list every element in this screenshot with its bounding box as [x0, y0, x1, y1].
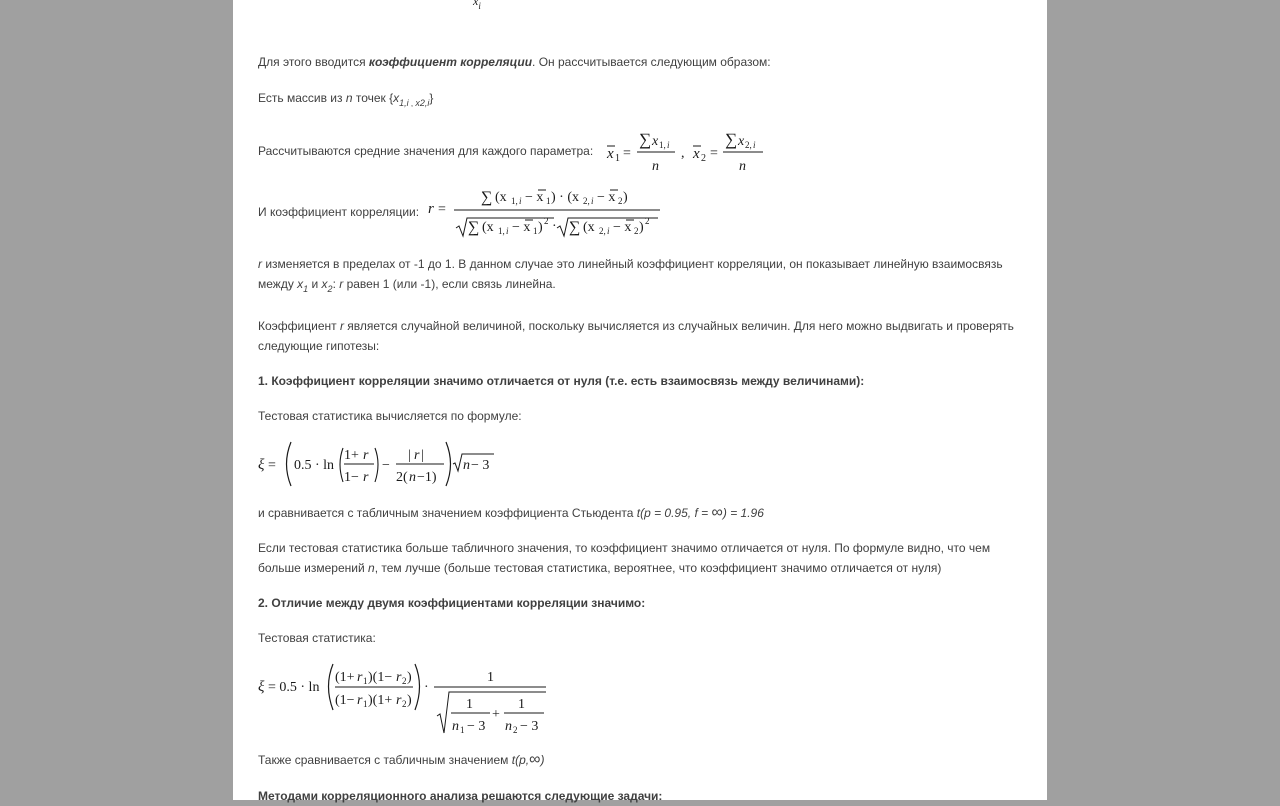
svg-text:1: 1 [615, 153, 620, 164]
svg-text:− 3: − 3 [520, 719, 539, 734]
svg-text:2,: 2, [745, 140, 752, 150]
test-stat-formula-label: Тестовая статистика вычисляется по формуле: [258, 409, 522, 423]
svg-text:x: x [738, 134, 745, 149]
hypothesis-2-formula-svg [258, 660, 558, 738]
compare-2-paragraph: Также сравнивается с табличным значением t(p,∞) [258, 751, 545, 768]
svg-text:=: = [623, 146, 631, 161]
svg-text:): ) [623, 190, 628, 205]
svg-text:− x: − x [613, 220, 632, 235]
svg-text:2: 2 [544, 216, 549, 226]
svg-text:2: 2 [701, 153, 706, 164]
hypothesis-1-title: 1. Коэффициент корреляции значимо отличается от нуля (т.е. есть взаимосвязь между величинами): [258, 374, 865, 388]
svg-text:=: = [438, 202, 446, 217]
svg-text:∑: ∑ [481, 189, 493, 206]
svg-text:r: r [428, 201, 434, 217]
svg-text:1: 1 [460, 725, 465, 735]
svg-text:(x: (x [583, 220, 595, 235]
svg-text:(x: (x [482, 220, 494, 235]
svg-text:2: 2 [618, 196, 623, 206]
svg-text:n: n [463, 458, 470, 473]
svg-text:|: | [421, 448, 424, 463]
correlation-label: И коэффициент корреляции: [258, 205, 420, 219]
svg-text:r: r [357, 693, 363, 708]
svg-text:i: i [607, 226, 610, 236]
svg-text:− x: − x [512, 220, 531, 235]
svg-text:r: r [396, 693, 402, 708]
svg-text:=: = [268, 458, 276, 473]
svg-text:r: r [414, 448, 420, 463]
svg-text:i: i [506, 226, 509, 236]
svg-text:1+: 1+ [344, 448, 359, 463]
means-formula [605, 126, 775, 179]
means-formula-svg [605, 126, 775, 176]
svg-text:,: , [681, 146, 685, 161]
svg-text:1: 1 [533, 226, 538, 236]
svg-text:∑: ∑ [725, 130, 738, 149]
hypothesis-2-formula [258, 660, 558, 741]
svg-text:i: i [591, 196, 594, 206]
svg-text:)(1−: )(1− [368, 670, 393, 685]
svg-text:ξ: ξ [258, 457, 265, 473]
svg-text:1,: 1, [511, 196, 518, 206]
svg-text:)(1+: )(1+ [368, 693, 393, 708]
svg-text:=: = [710, 146, 718, 161]
document-page [233, 0, 1047, 803]
correlation-formula [426, 180, 666, 245]
svg-text:1: 1 [363, 676, 368, 686]
svg-text:(1+: (1+ [335, 670, 355, 685]
svg-text:|: | [408, 448, 411, 463]
svg-text:2,: 2, [583, 196, 590, 206]
hypothesis-1-formula [258, 440, 503, 493]
svg-text:n: n [452, 719, 459, 734]
svg-text:n: n [652, 159, 659, 174]
svg-text:): ) [639, 220, 644, 235]
svg-text:∑: ∑ [468, 219, 480, 236]
hypothesis-2-title: 2. Отличие между двумя коэффициентами корреляции значимо: [258, 596, 646, 610]
svg-text:(1−: (1− [335, 693, 355, 708]
svg-text:r: r [363, 470, 369, 485]
svg-text:x: x [607, 146, 614, 162]
svg-text:): ) [407, 693, 412, 708]
svg-text:x: x [652, 134, 659, 149]
term-correlation-coefficient: коэффициент корреляции [368, 55, 533, 69]
svg-text:− 3: − 3 [471, 458, 490, 473]
svg-text:·: · [424, 680, 429, 695]
svg-text:r: r [357, 670, 363, 685]
correlation-formula-svg [426, 180, 666, 242]
compare-1-paragraph: и сравнивается с табличным значением коэффициента Стьюдента t(p = 0.95, f = ∞) = 1.96 [258, 504, 764, 521]
svg-text:1,: 1, [659, 140, 666, 150]
svg-text:2: 2 [402, 699, 407, 709]
svg-text:∑: ∑ [639, 130, 652, 149]
svg-text:): ) [538, 220, 543, 235]
svg-text:2: 2 [634, 226, 639, 236]
hypothesis-1-formula-svg [258, 440, 503, 490]
top-formula-fragment: $x_i$ [473, 0, 481, 11]
svg-text:) · (x: ) · (x [551, 190, 579, 205]
svg-text:2,: 2, [599, 226, 606, 236]
svg-text:ξ: ξ [258, 679, 265, 695]
random-variable-paragraph: Коэффициент r является случайной величиной, поскольку вычисляется из случайных величин. Для него можно выдвигать и проверять следующие гипотезы: [258, 319, 1014, 353]
tasks-title: Методами корреляционного анализа решаются следующие задачи: [258, 789, 663, 803]
svg-text:r: r [396, 670, 402, 685]
svg-text:2(: 2( [396, 470, 408, 485]
svg-text:i: i [753, 140, 756, 150]
r-range-paragraph: r изменяется в пределах от -1 до 1. В данном случае это линейный коэффициент корреляции, он показывает линейную взаимосвязь между $x_1$ и $x_2$: r равен 1 (или -1), если связь линейна. [258, 257, 1003, 294]
svg-text:(x: (x [495, 190, 507, 205]
svg-text:1,: 1, [498, 226, 505, 236]
svg-text:1: 1 [546, 196, 551, 206]
svg-text:−1): −1) [417, 470, 437, 485]
svg-text:−: − [382, 458, 390, 473]
svg-text:2: 2 [402, 676, 407, 686]
svg-text:i: i [519, 196, 522, 206]
svg-text:n: n [409, 470, 416, 485]
svg-text:+: + [492, 707, 500, 722]
svg-text:0.5 · ln: 0.5 · ln [294, 458, 335, 473]
svg-text:2: 2 [645, 216, 650, 226]
svg-text:1: 1 [487, 670, 494, 685]
svg-text:i: i [667, 140, 670, 150]
svg-text:∑: ∑ [569, 219, 581, 236]
svg-text:x: x [693, 146, 700, 162]
svg-text:− x: − x [597, 190, 616, 205]
svg-text:r: r [363, 448, 369, 463]
svg-text:1: 1 [518, 697, 525, 712]
svg-text:− 3: − 3 [467, 719, 486, 734]
svg-text:n: n [739, 159, 746, 174]
svg-text:1: 1 [466, 697, 473, 712]
svg-text:·: · [552, 219, 557, 234]
means-label: Рассчитываются средние значения для каждого параметра: [258, 144, 594, 158]
test-stat-label: Тестовая статистика: [258, 631, 376, 645]
svg-text:1: 1 [363, 699, 368, 709]
array-paragraph: Есть массив из n точек {$x_{1,i}$ $_,$ $_{x2,i}$} [258, 91, 434, 108]
svg-text:= 0.5 · ln: = 0.5 · ln [268, 680, 320, 695]
svg-text:1−: 1− [344, 470, 359, 485]
svg-text:2: 2 [513, 725, 518, 735]
intro-paragraph: Для этого вводится коэффициент корреляции. Он рассчитывается следующим образом: [258, 55, 771, 69]
conclusion-1-paragraph: Если тестовая статистика больше табличного значения, то коэффициент значимо отличается от нуля. По формуле видно, что чем больше измерений n, тем лучше (больше тестовая статистика, вероятнее, что коэффициент значимо отличается от нуля) [258, 541, 991, 575]
svg-text:n: n [505, 719, 512, 734]
svg-text:− x: − x [525, 190, 544, 205]
svg-text:): ) [407, 670, 412, 685]
